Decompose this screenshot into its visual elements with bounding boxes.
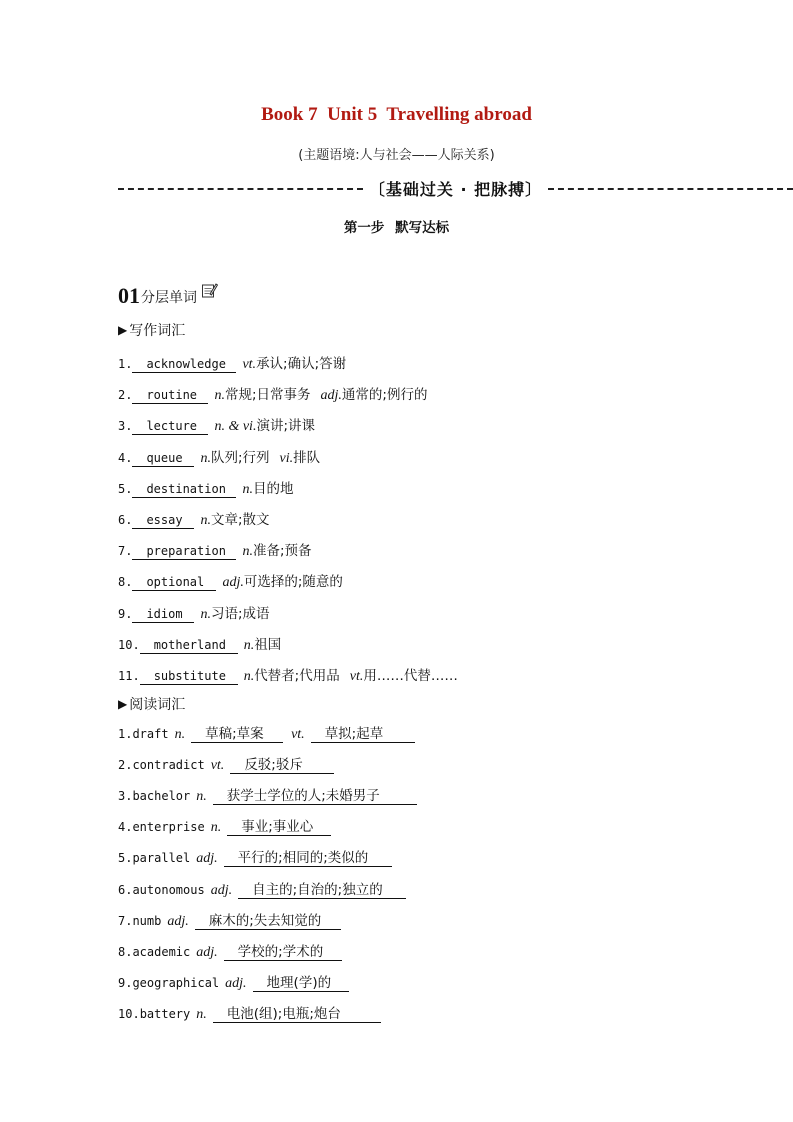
list-item <box>118 633 281 653</box>
definition: 常规;日常事务 <box>224 387 311 404</box>
list-item <box>118 508 270 528</box>
item-number: 7. <box>118 544 133 559</box>
list-item <box>118 664 458 684</box>
answer-blank: essay <box>132 513 194 529</box>
part-of-speech: vt. <box>210 758 225 774</box>
answer-blank: 麻木的;失去知觉的 <box>195 914 341 930</box>
part-of-speech: adj. <box>196 944 218 960</box>
part-of-speech: vt. <box>242 357 257 372</box>
answer-blank: preparation <box>132 544 236 560</box>
part-of-speech: vt. <box>291 727 305 742</box>
vocab-word: enterprise <box>132 820 205 835</box>
divider-banner: 〔基础过关 · 把脉搏〕 <box>368 179 543 199</box>
list-item <box>118 727 415 747</box>
part-of-speech: n. <box>196 1006 207 1022</box>
part-of-speech: adj. <box>167 913 189 929</box>
definition: 承认;确认;答谢 <box>256 356 347 372</box>
item-number: 7. <box>118 913 133 928</box>
reading-heading <box>118 694 185 714</box>
answer-blank: substitute <box>140 669 238 685</box>
vocab-word: battery <box>139 1006 191 1021</box>
answer-blank: 电池(组);电瓶;炮台 <box>213 1007 381 1023</box>
section-number: 01 <box>118 283 140 308</box>
answer-blank: 事业;事业心 <box>227 820 331 836</box>
answer-blank: queue <box>132 451 194 467</box>
answer-blank: 自主的;自治的;独立的 <box>238 883 406 899</box>
item-number: 3. <box>118 419 133 434</box>
divider-dash-left <box>118 188 363 190</box>
item-number: 5. <box>118 851 133 866</box>
item-number: 9. <box>118 975 133 990</box>
item-number: 8. <box>118 944 133 959</box>
vocab-word: draft <box>132 727 169 741</box>
banner-text: 基础过关 · 把脉搏 <box>385 179 526 199</box>
part-of-speech: n. <box>210 820 222 836</box>
item-number: 2. <box>118 388 133 403</box>
list-item <box>118 602 270 622</box>
answer-blank: destination <box>132 482 236 498</box>
part-of-speech: vi. <box>279 450 294 466</box>
item-number: 2. <box>118 758 133 773</box>
list-item <box>118 820 331 840</box>
writing-heading <box>118 320 185 340</box>
triangle-right-icon: ▶ <box>118 323 128 337</box>
answer-blank: lecture <box>132 419 208 435</box>
part-of-speech: n. <box>174 727 186 742</box>
part-of-speech: n. <box>243 637 255 653</box>
item-number: 4. <box>118 820 133 835</box>
list-item <box>118 414 315 434</box>
vocab-word: academic <box>132 944 191 959</box>
answer-blank: routine <box>132 388 208 404</box>
item-number: 11. <box>118 669 140 683</box>
section-divider <box>118 174 793 202</box>
definition: 准备;预备 <box>252 543 312 560</box>
definition: 习语;成语 <box>210 605 270 622</box>
answer-blank: 学校的;学术的 <box>224 945 342 961</box>
list-item <box>118 539 312 559</box>
list-item <box>118 883 406 903</box>
part-of-speech: n. & vi. <box>214 419 257 435</box>
definition: 文章;散文 <box>210 512 270 528</box>
list-item <box>118 851 392 871</box>
item-number: 9. <box>118 606 133 621</box>
vocab-word: geographical <box>132 975 220 990</box>
answer-blank: acknowledge <box>132 357 236 373</box>
answer-blank: motherland <box>140 638 238 654</box>
definition: 通常的;例行的 <box>341 387 428 404</box>
item-number: 1. <box>118 727 133 741</box>
list-item <box>118 446 320 466</box>
item-number: 1. <box>118 357 133 371</box>
definition: 代替者;代用品 <box>254 668 340 684</box>
list-item <box>118 570 343 590</box>
part-of-speech: vt. <box>349 669 364 684</box>
part-of-speech: n. <box>200 606 211 622</box>
item-number: 10. <box>118 1006 140 1021</box>
vocab-word: parallel <box>132 851 191 866</box>
part-of-speech: n. <box>214 388 225 404</box>
step-title: 第一步 默写达标 <box>343 220 450 236</box>
part-of-speech: n. <box>242 544 253 560</box>
answer-blank: idiom <box>132 607 194 623</box>
writing-heading-text: 写作词汇 <box>129 323 186 339</box>
divider-dash-right <box>548 188 793 190</box>
definition: 祖国 <box>254 636 282 653</box>
item-number: 3. <box>118 789 133 804</box>
definition: 目的地 <box>252 480 294 497</box>
part-of-speech: adj. <box>222 575 244 591</box>
list-item <box>118 758 334 778</box>
part-of-speech: n. <box>200 450 211 466</box>
part-of-speech: adj. <box>196 851 218 867</box>
part-of-speech: n. <box>196 789 207 805</box>
list-item <box>118 789 417 809</box>
vocab-word: numb <box>132 913 162 928</box>
definition: 演讲;讲课 <box>256 418 316 435</box>
definition: 用……代替…… <box>363 668 458 684</box>
list-item <box>118 945 342 965</box>
list-item <box>118 383 427 403</box>
list-item <box>118 1007 381 1027</box>
list-item <box>118 352 346 372</box>
answer-blank: optional <box>132 575 216 591</box>
list-item <box>118 914 341 934</box>
part-of-speech: adj. <box>210 882 233 898</box>
definition: 队列;行列 <box>210 449 270 466</box>
answer-blank: 平行的;相同的;类似的 <box>224 851 392 867</box>
vocab-word: autonomous <box>132 882 205 897</box>
item-number: 6. <box>118 513 133 527</box>
vocab-word: bachelor <box>132 789 191 804</box>
section-title: 分层单词 <box>141 290 197 306</box>
part-of-speech: n. <box>242 481 253 497</box>
part-of-speech: n. <box>200 513 211 528</box>
answer-blank: 草拟;起草 <box>311 727 415 743</box>
answer-blank: 获学士学位的人;未婚男子 <box>213 789 417 805</box>
list-item <box>118 976 349 996</box>
item-number: 8. <box>118 575 133 590</box>
answer-blank: 反驳;驳斥 <box>230 758 334 774</box>
definition: 可选择的;随意的 <box>243 574 343 591</box>
answer-blank: 草稿;草案 <box>191 727 283 743</box>
vocab-word: contradict <box>132 758 205 773</box>
part-of-speech: n. <box>243 669 255 684</box>
part-of-speech: adj. <box>320 388 342 404</box>
pencil-note-icon <box>201 282 218 303</box>
part-of-speech: adj. <box>225 975 247 991</box>
triangle-right-icon: ▶ <box>118 697 128 711</box>
definition: 排队 <box>293 449 321 466</box>
page-subtitle: (主题语境:人与社会——人际关系) <box>298 148 495 163</box>
reading-heading-text: 阅读词汇 <box>129 697 186 713</box>
list-item <box>118 477 293 497</box>
page-title: Book 7 Unit 5 Travelling abroad <box>261 104 532 125</box>
item-number: 10. <box>118 637 140 652</box>
item-number: 6. <box>118 882 133 897</box>
answer-blank: 地理(学)的 <box>253 976 349 992</box>
section-header <box>118 282 218 307</box>
item-number: 5. <box>118 481 133 496</box>
item-number: 4. <box>118 450 133 465</box>
